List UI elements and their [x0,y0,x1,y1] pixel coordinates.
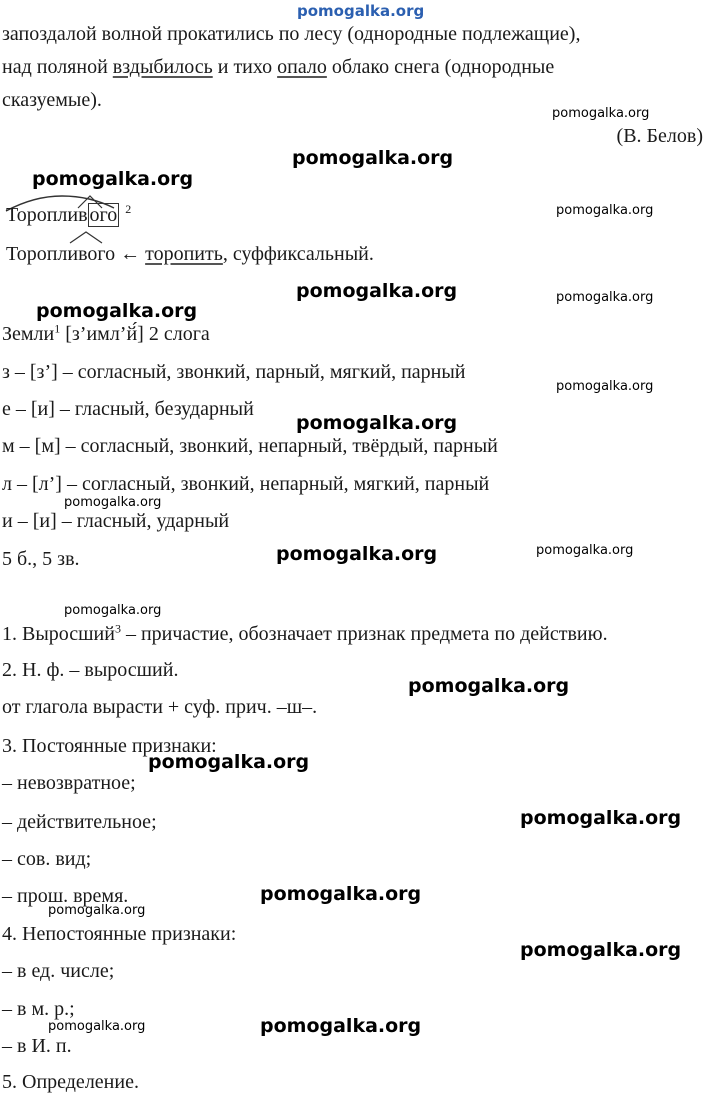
watermark: pomogalka.org [296,280,458,302]
author: (В. Белов) [616,125,703,147]
watermark: pomogalka.org [260,1015,422,1037]
phon-transcription: [з’имл’й́] 2 слога [60,323,210,345]
deriv-word: Торопливого [6,243,116,265]
watermark: pomogalka.org [48,1019,146,1034]
para-line-2 [2,55,554,79]
phon-row: и – [и] – гласный, ударный [2,510,230,532]
watermark: pomogalka.org [276,543,438,565]
part-line-12: – в И. п. [2,1035,72,1057]
watermark: pomogalka.org [260,883,422,905]
deriv-method: , суффиксальный. [222,243,374,265]
watermark: pomogalka.org [556,203,654,218]
arrow-icon: ← [115,243,146,265]
watermark: pomogalka.org [64,495,162,510]
phon-head [2,322,210,346]
derivation-line [6,242,374,266]
part-line-1 [2,622,608,646]
para-text: над поляной [2,56,113,78]
watermark: pomogalka.org [64,603,162,618]
watermark: pomogalka.org [292,147,454,169]
word-stem: Тороплив [6,204,88,226]
footnote-mark: 1 [54,321,61,336]
part-line-5: – невозвратное; [2,772,136,794]
watermark: pomogalka.org [520,807,682,829]
phon-row: л – [л’] – согласный, звонкий, непарный, мягкий, парный [2,473,490,495]
word-ending: ого [89,204,118,226]
part-line-4: 3. Постоянные признаки: [2,735,217,757]
part-line-2: 2. Н. ф. – выросший. [2,659,179,681]
watermark: pomogalka.org [148,751,310,773]
part-line-10: – в ед. числе; [2,960,115,982]
para-text: и тихо [212,56,278,78]
watermark: pomogalka.org [552,106,650,121]
watermark: pomogalka.org [536,543,634,558]
part-line-3: от глагола вырасти + суф. прич. –ш–. [2,696,318,718]
watermark: pomogalka.org [36,300,198,322]
watermark: pomogalka.org [556,290,654,305]
watermark: pomogalka.org [408,675,570,697]
phon-summary: 5 б., 5 зв. [2,548,80,570]
para-line-3: сказуемые). [2,89,102,111]
deriv-source: торопить [145,243,223,265]
predicate-1: вздыбилось [112,56,213,78]
part-line-11: – в м. р.; [2,998,75,1020]
morph-word [6,203,131,227]
watermark: pomogalka.org [32,168,194,190]
part-line-7: – сов. вид; [2,848,92,870]
para-line-1: запоздалой волной прокатились по лесу (однородные подлежащие), [2,23,581,45]
watermark: pomogalka.org [556,379,654,394]
part-line-8: – прош. время. [2,885,129,907]
phon-row: м – [м] – согласный, звонкий, непарный, твёрдый, парный [2,435,498,457]
watermark: pomogalka.org [520,939,682,961]
part-line-13: 5. Определение. [2,1071,139,1093]
watermark: pomogalka.org [48,903,146,918]
watermark-top: pomogalka.org [297,2,425,20]
part-line-9: 4. Непостоянные признаки: [2,923,237,945]
phon-word: Земли [2,323,55,345]
phon-row: з – [з’] – согласный, звонкий, парный, мягкий, парный [2,361,466,383]
part-definition: – причастие, обозначает признак предмета по действию. [120,623,608,645]
phon-row: е – [и] – гласный, безударный [2,398,254,420]
para-text: облако снега (однородные [326,56,555,78]
footnote-mark: 2 [125,202,132,217]
watermark: pomogalka.org [296,412,458,434]
part-word: 1. Выросший [2,623,115,645]
footnote-mark: 3 [114,621,121,636]
predicate-2: опало [277,56,327,78]
part-line-6: – действительное; [2,811,157,833]
